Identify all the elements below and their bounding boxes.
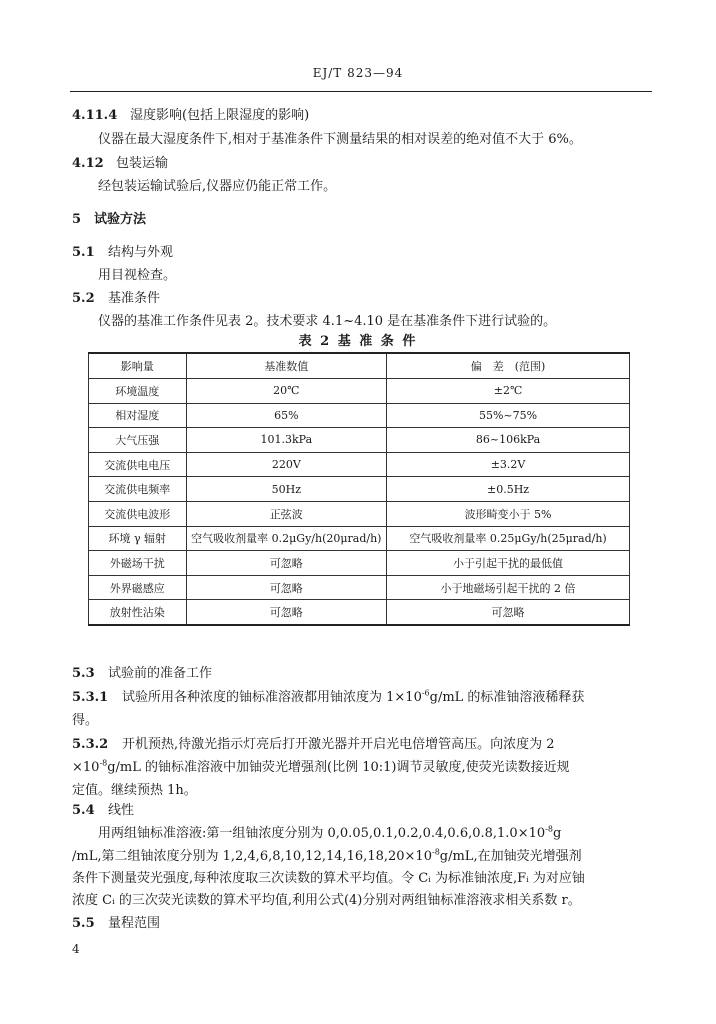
- section-number: 5.1: [72, 245, 95, 260]
- section-number: 5.3.1: [72, 690, 109, 705]
- text-run: g: [552, 826, 562, 841]
- text-run: 用两组铀标准溶液:第一组铀浓度分别为 0,0.05,0.1,0.2,0.4,0.6,0.8,1.0×10: [98, 826, 546, 841]
- table-cell: 可忽略: [186, 575, 387, 600]
- paragraph-5-4-line3: 条件下测量荧光强度,每种浓度取三次读数的算术平均值。令 Cᵢ 为标准铀浓度,Fᵢ 为对应铀: [72, 871, 585, 886]
- table-cell: 86~106kPa: [387, 428, 630, 453]
- paragraph-5-3-2-line1: [72, 733, 555, 752]
- section-title: 量程范围: [108, 916, 161, 931]
- table-row: [89, 477, 630, 502]
- table-cell: 可忽略: [387, 600, 630, 625]
- paragraph-5-3-2-line2: [72, 756, 570, 775]
- reference-conditions-table: [88, 352, 630, 626]
- section-number: 5.3.2: [72, 737, 109, 752]
- table-row: [89, 501, 630, 526]
- paragraph-4-11-4: 仪器在最大湿度条件下,相对于基准条件下测量结果的相对误差的绝对值不大于 6%。: [98, 132, 582, 147]
- text-run: g/mL 的铀标准溶液中加铀荧光增强剂(比例 10:1)调节灵敏度,使荧光读数接近规: [107, 760, 570, 775]
- table-cell: 50Hz: [186, 477, 387, 502]
- section-title: 湿度影响(包括上限湿度的影响): [130, 108, 310, 123]
- heading-5-5: [72, 912, 160, 931]
- section-number: 5.3: [72, 666, 95, 681]
- header-cell: 基准数值: [186, 353, 387, 379]
- heading-4-12: [72, 152, 168, 171]
- table-cell: 小于地磁场引起干扰的 2 倍: [387, 575, 630, 600]
- table-cell: 101.3kPa: [186, 428, 387, 453]
- table-row: [89, 452, 630, 477]
- paragraph-5-3-1-line2: 得。: [72, 713, 99, 728]
- text-run: g/mL 的标准铀溶液稀释获: [429, 690, 585, 705]
- table-cell: ±0.5Hz: [387, 477, 630, 502]
- text-run: 开机预热,待激光指示灯亮后打开激光器并开启光电倍增管高压。向浓度为 2: [122, 737, 555, 752]
- heading-5-4: [72, 799, 134, 818]
- section-number: 5.2: [72, 291, 95, 306]
- section-title: 试验方法: [94, 212, 147, 227]
- section-title: 基准条件: [108, 291, 161, 306]
- section-title: 试验前的准备工作: [108, 666, 213, 681]
- heading-5: [72, 208, 146, 227]
- table-row: [89, 526, 630, 551]
- paragraph-5-3-1-line1: [72, 686, 584, 705]
- section-number: 4.11.4: [72, 108, 118, 123]
- table-cell: 可忽略: [186, 600, 387, 625]
- table-cell: 相对湿度: [89, 403, 187, 428]
- section-title: 包装运输: [116, 156, 169, 171]
- table-cell: 空气吸收剂量率 0.2μGy/h(20μrad/h): [186, 526, 387, 551]
- table-cell: 环境 γ 辐射: [89, 526, 187, 551]
- table-cell: 55%~75%: [387, 403, 630, 428]
- heading-5-1: [72, 241, 173, 260]
- table-cell: 65%: [186, 403, 387, 428]
- table-row: [89, 575, 630, 600]
- section-number: 4.12: [72, 156, 104, 171]
- table-row: [89, 403, 630, 428]
- table-cell: 放射性沾染: [89, 600, 187, 625]
- table-caption: 表 2 基 准 条 件: [298, 334, 418, 349]
- table-row: [89, 551, 630, 576]
- page-number: 4: [72, 942, 80, 956]
- paragraph-5-1: 用目视检查。: [98, 268, 177, 283]
- table-row: [89, 379, 630, 404]
- section-title: 线性: [108, 803, 135, 818]
- paragraph-5-4-line1: [98, 822, 561, 841]
- table-cell: 波形畸变小于 5%: [387, 501, 630, 526]
- paragraph-5-2: 仪器的基准工作条件见表 2。技术要求 4.1~4.10 是在基准条件下进行试验的。: [98, 314, 557, 329]
- table-cell: 可忽略: [186, 551, 387, 576]
- section-title: 结构与外观: [108, 245, 174, 260]
- text-run: ×10: [72, 760, 100, 775]
- table-cell: 交流供电频率: [89, 477, 187, 502]
- superscript: -6: [421, 688, 430, 698]
- table-cell: ±3.2V: [387, 452, 630, 477]
- table-cell: 小于引起干扰的最低值: [387, 551, 630, 576]
- table-cell: 交流供电电压: [89, 452, 187, 477]
- heading-5-3: [72, 662, 212, 681]
- header-cell: 偏 差 (范围): [387, 353, 630, 379]
- paragraph-5-4-line4: 浓度 Cᵢ 的三次荧光读数的算术平均值,利用公式(4)分别对两组铀标准溶液求相关系数 r。: [72, 893, 581, 908]
- header-cell: 影响量: [89, 353, 187, 379]
- table-cell: 空气吸收剂量率 0.25μGy/h(25μrad/h): [387, 526, 630, 551]
- paragraph-5-3-2-line3: 定值。继续预热 1h。: [72, 783, 197, 798]
- section-number: 5.5: [72, 916, 95, 931]
- section-number: 5: [72, 212, 82, 227]
- table-cell: 大气压强: [89, 428, 187, 453]
- table-cell: 外界磁感应: [89, 575, 187, 600]
- table-row: [89, 428, 630, 453]
- table-cell: 正弦波: [186, 501, 387, 526]
- superscript: -8: [431, 847, 440, 857]
- table-cell: 环境温度: [89, 379, 187, 404]
- table-cell: 外磁场干扰: [89, 551, 187, 576]
- text-run: 试验所用各种浓度的铀标准溶液都用铀浓度为 1×10: [122, 690, 422, 705]
- table-cell: ±2℃: [387, 379, 630, 404]
- section-number: 5.4: [72, 803, 95, 818]
- page-header: EJ/T 823—94: [312, 66, 404, 80]
- text-run: /mL,第二组铀浓度分别为 1,2,4,6,8,10,12,14,16,18,20×10: [72, 849, 432, 864]
- table-cell: 20℃: [186, 379, 387, 404]
- header-rule: [70, 91, 652, 92]
- table-row: [89, 600, 630, 625]
- table-cell: 交流供电波形: [89, 501, 187, 526]
- paragraph-5-4-line2: [72, 845, 582, 864]
- heading-5-2: [72, 287, 160, 306]
- text-run: g/mL,在加铀荧光增强剂: [439, 849, 582, 864]
- table-header-row: [89, 353, 630, 379]
- table-cell: 220V: [186, 452, 387, 477]
- heading-4-11-4: [72, 104, 309, 123]
- superscript: -8: [99, 758, 108, 768]
- superscript: -8: [545, 824, 553, 834]
- paragraph-4-12: 经包装运输试验后,仪器应仍能正常工作。: [98, 179, 337, 194]
